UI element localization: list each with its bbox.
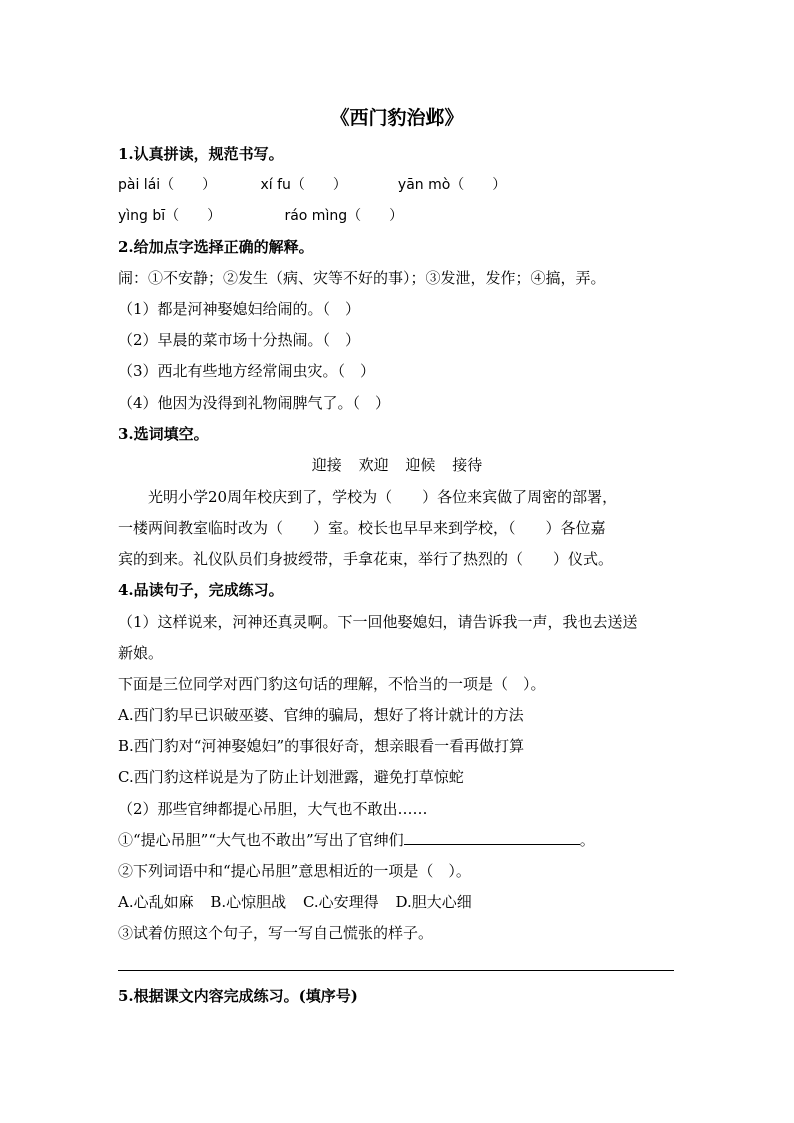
- pinyin-item: ráo mìng（ ）: [284, 208, 404, 224]
- q3-heading: 3.选词填空。: [118, 425, 209, 443]
- q2-item: （1）都是河神娶媳妇给闹的。（ ）: [118, 300, 361, 318]
- pinyin-item: pài lái（ ）: [118, 177, 217, 193]
- q5-heading: 5.根据课文内容完成练习。(填序号): [118, 987, 358, 1005]
- pinyin-item: xí fu（ ）: [260, 177, 347, 193]
- option-c: C.心安理得: [302, 893, 379, 911]
- q4-sentence-1-cont: 新娘。: [118, 644, 164, 662]
- q1-pinyin-row-2: [118, 206, 403, 226]
- q4-sentence-2: （2）那些官绅都提心吊胆，大气也不敢出……: [118, 800, 428, 818]
- word-bank-item: 接待: [452, 456, 483, 474]
- sub-question-1-end: 。: [579, 831, 595, 849]
- q2-heading: 2.给加点字选择正确的解释。: [118, 238, 314, 256]
- pinyin-item: yìng bī（ ）: [118, 208, 222, 224]
- q3-word-bank: [0, 455, 794, 475]
- q4-prompt: 下面是三位同学对西门豹这句话的理解，不恰当的一项是（ ）。: [118, 675, 546, 693]
- q2-item: （3）西北有些地方经常闹虫灾。（ ）: [118, 362, 376, 380]
- q4-heading: 4.品读句子，完成练习。: [118, 581, 284, 599]
- q4-choice-c: C.西门豹这样说是为了防止计划泄露，避免打草惊蛇: [118, 768, 464, 786]
- q4-choice-b: B.西门豹对“河神娶媳妇”的事很好奇，想亲眼看一看再做打算: [118, 737, 525, 755]
- q1-heading: 1.认真拼读，规范书写。: [118, 145, 284, 163]
- sub-question-1-text: ①“提心吊胆”“大气也不敢出”写出了官绅们: [118, 831, 404, 849]
- q4-sub-question-2-options: [118, 892, 484, 912]
- answer-line[interactable]: [118, 970, 674, 971]
- q4-choice-a: A.西门豹早已识破巫婆、官绅的骗局，想好了将计就计的方法: [118, 706, 524, 724]
- q3-passage-line: 宾的到来。礼仪队员们身披绶带，手拿花束，举行了热烈的（ ）仪式。: [118, 550, 614, 568]
- q4-sub-question-2: ②下列词语中和“提心吊胆”意思相近的一项是（ ）。: [118, 862, 471, 880]
- option-a: A.心乱如麻: [118, 893, 194, 911]
- q2-item: （2）早晨的菜市场十分热闹。（ ）: [118, 331, 361, 349]
- word-bank-item: 迎接: [311, 456, 342, 474]
- q1-pinyin-row-1: [118, 175, 506, 195]
- q4-sentence-1: （1）这样说来，河神还真灵啊。下一回他娶媳妇，请告诉我一声，我也去送送: [118, 613, 638, 631]
- q2-definition: 闹：①不安静；②发生（病、灾等不好的事）；③发泄，发作；④搞，弄。: [118, 269, 606, 287]
- page-title: 《西门豹治邺》: [330, 107, 464, 129]
- q4-sub-question-1: [118, 830, 595, 850]
- option-d: D.胆大心细: [395, 893, 472, 911]
- q2-item: （4）他因为没得到礼物闹脾气了。（ ）: [118, 394, 391, 412]
- word-bank-item: 欢迎: [358, 456, 389, 474]
- q3-passage-line: 光明小学20周年校庆到了，学校为（ ）各位来宾做了周密的部署，: [148, 488, 618, 506]
- word-bank-item: 迎候: [405, 456, 436, 474]
- answer-blank[interactable]: [404, 830, 580, 845]
- q4-sub-question-3: ③试着仿照这个句子，写一写自己慌张的样子。: [118, 924, 434, 942]
- pinyin-item: yān mò（ ）: [397, 177, 507, 193]
- q3-passage-line: 一楼两间教室临时改为（ ）室。校长也早早来到学校，（ ）各位嘉: [118, 519, 606, 537]
- option-b: B.心惊胆战: [210, 893, 287, 911]
